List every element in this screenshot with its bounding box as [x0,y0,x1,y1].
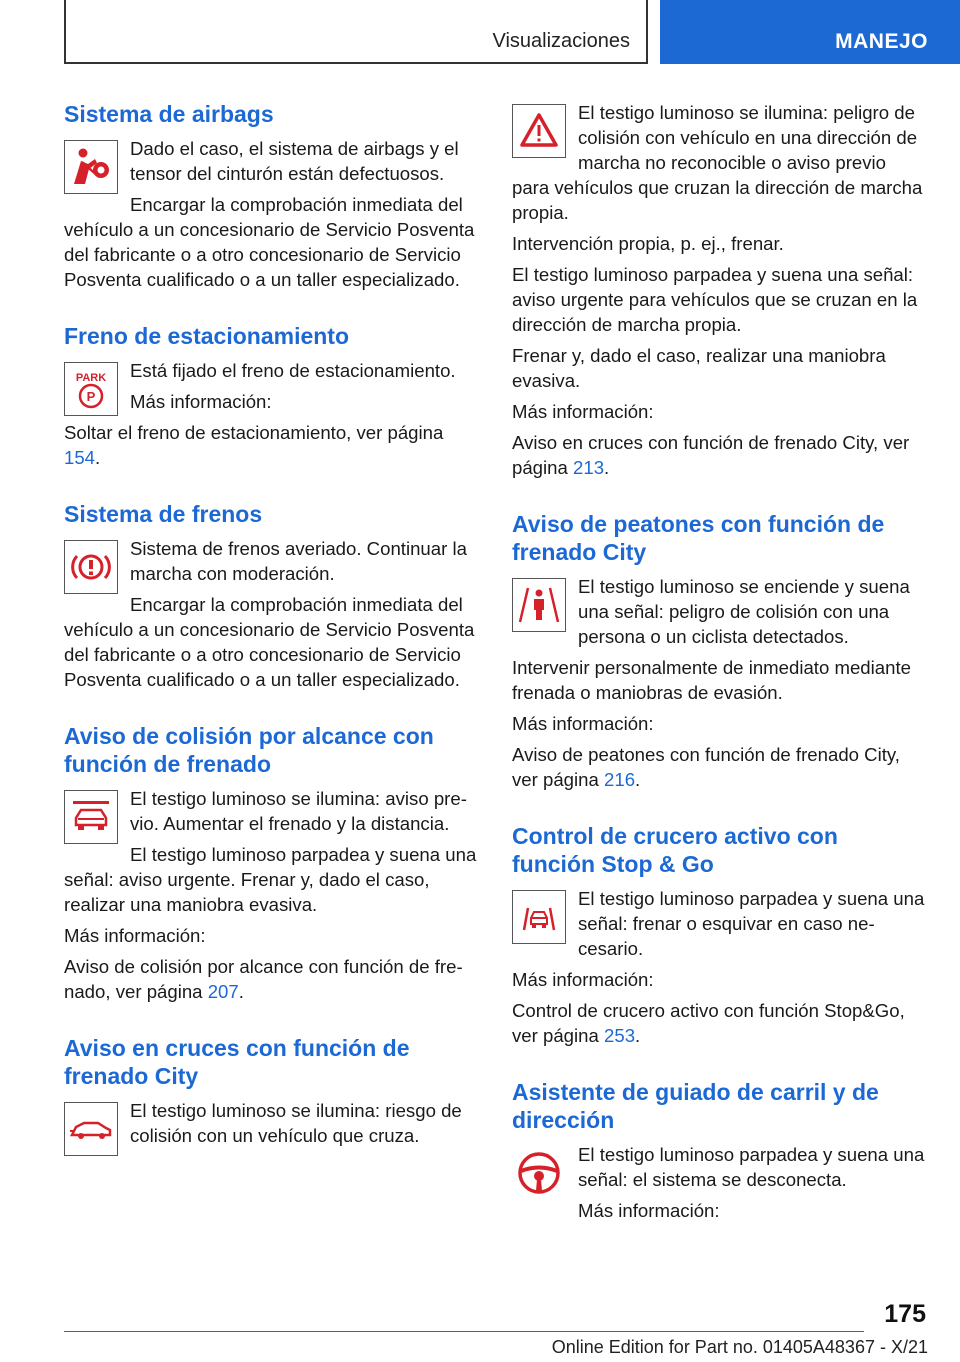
paragraph: Aviso de colisión por alcance con función de frenado, ver página 207. [64,956,463,1002]
section-title: Freno de estacionamiento [64,323,350,349]
paragraph: El testigo luminoso parpadea y suena una señal: aviso urgente para vehículos que se cruzan en la dirección de marcha propia. [512,264,918,335]
paragraph: El testigo luminoso se ilumina: aviso previo. Aumentar el frenado y la distancia. [130,788,467,834]
header-chapter-tab[interactable] [660,0,960,64]
section-collision-warning [64,722,478,1010]
crossing-warning-icon [64,1102,118,1156]
cruise-control-icon [512,890,566,944]
paragraph: Soltar el freno de estacionamiento, ver página 154. [64,422,444,468]
paragraph: Aviso de peatones con función de frenado City, ver página 216. [512,744,900,790]
paragraph: Más información: [130,391,272,412]
section-title: Sistema de airbags [64,101,274,127]
brake-system-icon [64,540,118,594]
section-active-cruise-control [512,822,926,1054]
footer-edition: Online Edition for Part no. 01405A48367 - X/21 [551,1337,928,1357]
paragraph: Está fijado el freno de estacionamiento. [130,360,456,381]
parking-brake-icon [64,362,118,416]
section-title: Sistema de frenos [64,501,263,527]
page-link[interactable]: 213 [573,457,605,478]
page-link[interactable]: 253 [604,1025,636,1046]
page-link[interactable]: 207 [207,981,239,1002]
paragraph: Dado el caso, el sistema de airbags y el tensor del cinturón están defectuosos. [130,138,459,184]
footer-divider [64,1331,864,1332]
section-parking-brake [64,322,478,476]
paragraph: Frenar y, dado el caso, realizar una maniobra evasiva. [512,345,886,391]
paragraph: El testigo luminoso se ilumina: riesgo de colisión con un vehículo que cruza. [130,1100,462,1146]
paragraph: El testigo luminoso parpadea y suena una señal: aviso urgente. Frenar y, dado el caso, realizar una maniobra evasiva. [64,844,477,915]
paragraph: Control de crucero activo con función Stop&Go, ver página 253. [512,1000,905,1046]
paragraph: Sistema de frenos averiado. Continuar la marcha con moderación. [130,538,467,584]
paragraph: Más información: [578,1200,720,1221]
paragraph: Encargar la comprobación inmediata del vehículo a un concesionario de Servicio Posventa del fabricante o a otro concesionario de Servicio Posventa cualificado o a un taller especializado. [64,594,475,690]
left-column [64,100,478,1180]
section-title: Aviso en cruces con función de frenado City [64,1035,410,1089]
paragraph: El testigo luminoso se enciende y suena una señal: peligro de colisión con una persona o un ciclista detectados. [578,576,910,647]
paragraph: Intervenir personalmente de inmediato mediante frenada o maniobras de evasión. [512,657,911,703]
page-number: 175 [884,1300,926,1328]
page-link[interactable]: 216 [604,769,636,790]
page-link[interactable]: 154 [64,447,96,468]
header-section-title: Visualizaciones [492,30,630,52]
paragraph: Más información: [512,401,654,422]
paragraph: Más información: [512,969,654,990]
park-icon-label: PARK [75,372,107,384]
section-airbag [64,100,478,298]
collision-warning-icon [64,790,118,844]
paragraph: El testigo luminoso parpadea y suena una señal: frenar o esquivar en caso necesario. [578,888,925,959]
section-brake-system [64,500,478,698]
paragraph: Aviso en cruces con función de frenado City, ver página 213. [512,432,910,478]
paragraph: Intervención propia, p. ej., frenar. [512,233,784,254]
section-title: Asistente de guiado de carril y de dirección [512,1079,879,1133]
paragraph: Encargar la comprobación inmediata del vehículo a un concesionario de Servicio Posventa del fabricante o a otro concesionario de Servicio Posventa cualificado o a un taller especializado. [64,194,475,290]
section-title: Control de crucero activo con función Stop & Go [512,823,838,877]
section-pedestrian-warning [512,510,926,798]
right-column [512,100,926,1253]
airbag-warning-icon [64,140,118,194]
warning-triangle-icon [512,104,566,158]
paragraph: Más información: [512,713,654,734]
header-chapter-label: MANEJO [835,30,928,53]
paragraph: Más información: [64,925,206,946]
section-title: Aviso de colisión por alcance con función de frenado [64,723,434,777]
steering-wheel-icon [512,1146,566,1200]
svg-text:P: P [86,389,96,404]
section-lane-steering-assistant [512,1078,926,1229]
section-title: Aviso de peatones con función de frenado City [512,511,885,565]
section-crossing-warning-continued [512,100,926,486]
paragraph: El testigo luminoso se ilumina: peligro de colisión con vehículo en una dirección de marcha no reconocible o aviso previo para vehículos que cruzan la dirección de marcha propia. [512,102,923,223]
section-crossing-warning [64,1034,478,1156]
header-section-box [64,0,648,64]
paragraph: El testigo luminoso parpadea y suena una señal: el sistema se desconecta. [578,1144,925,1190]
pedestrian-warning-icon [512,578,566,632]
